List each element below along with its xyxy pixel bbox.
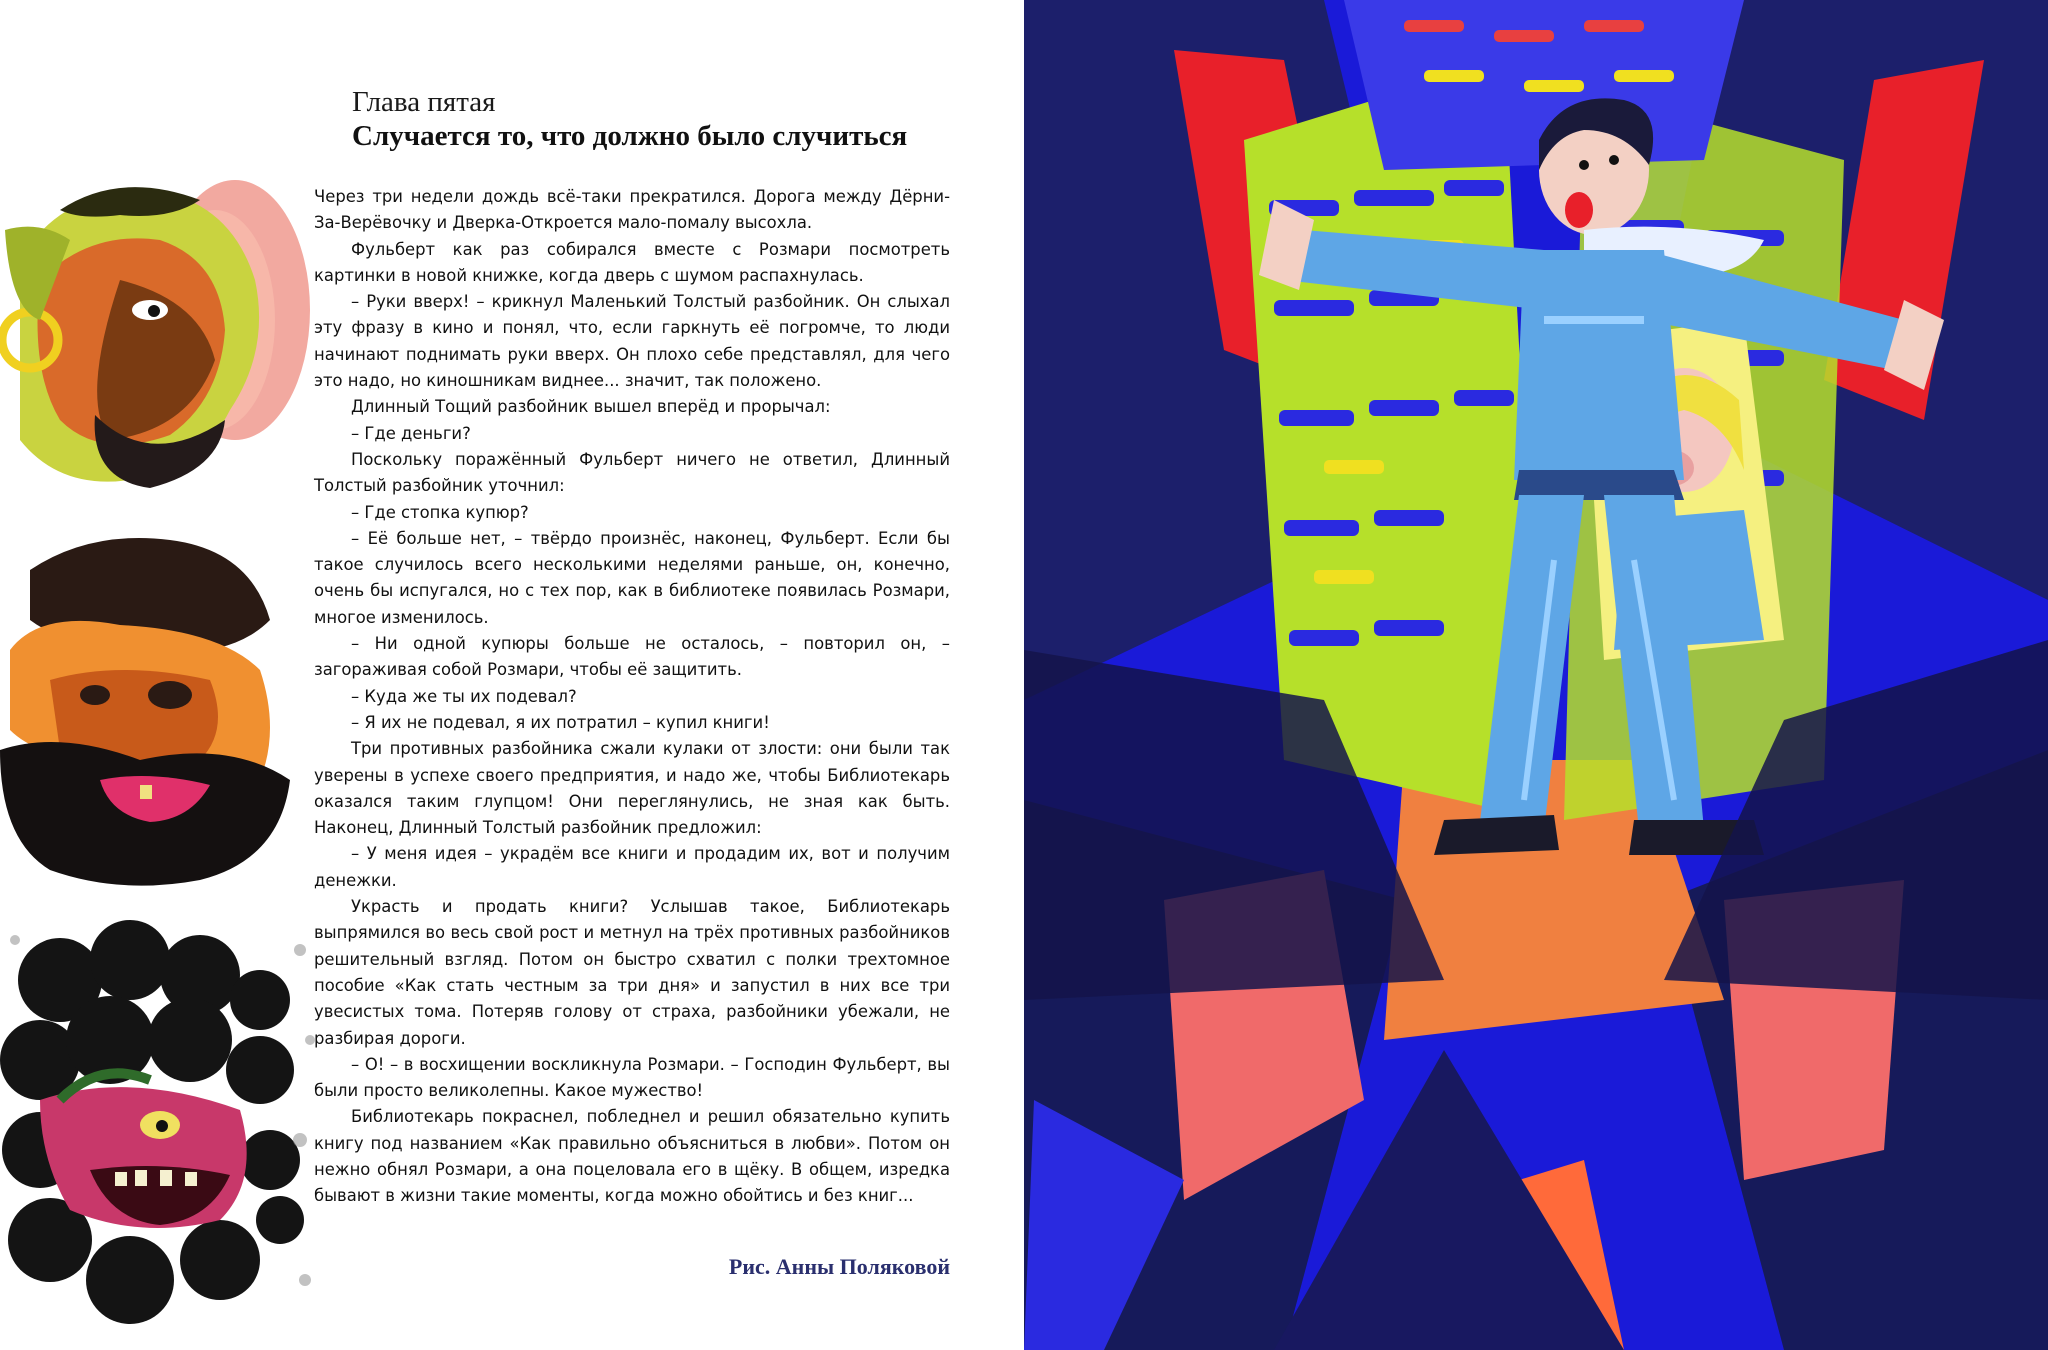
paragraph: Три противных разбойника сжали кулаки от злости: они были так уверены в успехе своего предприятия, и надо же, чтобы Библиотекарь оказался таким глупцом! Они переглянулись, не зная как быть. Наконец, Длинный Толстый разбойник предложил: bbox=[314, 739, 950, 838]
paragraph: – О! – в восхищении воскликнула Розмари. – Господин Фульберт, вы были просто великолепны. Какое мужество! bbox=[314, 1054, 950, 1101]
illustrator-credit: Рис. Анны Поляковой bbox=[728, 1254, 950, 1279]
librarian-illustration bbox=[1024, 0, 2048, 1350]
paragraph: Библиотекарь покраснел, побледнел и решил обязательно купить книгу под названием «Как правильно объясниться в любви». Потом он нежно обнял Розмари, а она поцеловала его в щёку. В общем, изредка бывают в жизни такие моменты, когда можно обойтись и без книг... bbox=[314, 1107, 950, 1206]
paragraph: – Я их не подевал, я их потратил – купил книги! bbox=[351, 712, 770, 732]
paragraph: Фульберт как раз собирался вместе с Розмари посмотреть картинки в новой книжке, когда дверь с шумом распахнулась. bbox=[314, 239, 950, 285]
robber-portrait-3 bbox=[0, 920, 320, 1340]
paragraph: – Где деньги? bbox=[351, 423, 471, 443]
robber-portrait-2 bbox=[0, 530, 300, 890]
paragraph: – У меня идея – украдём все книги и продадим их, вот и получим денежки. bbox=[314, 844, 950, 890]
paragraph: Украсть и продать книги? Услышав такое, Библиотекарь выпрямился во весь свой рост и метнул на трёх противных разбойников решительный взгляд. Потом он быстро схватил с полки трехтомное пособие «Как стать честным за три дня» и запустил в них все три увесистых тома. Потеряв голову от страха, разбойники убежали, не разбирая дороги. bbox=[314, 897, 950, 1048]
paragraph: Длинный Тощий разбойник вышел вперёд и прорычал: bbox=[351, 397, 831, 417]
paragraph: – Куда же ты их подевал? bbox=[351, 686, 577, 706]
chapter-body bbox=[314, 184, 950, 1210]
paragraph: – Ни одной купюры больше не осталось, – повторил он, – загораживая собой Розмари, чтобы её защитить. bbox=[314, 634, 950, 680]
paragraph: – Руки вверх! – крикнул Маленький Толстый разбойник. Он слыхал эту фразу в кино и понял, что, если гаркнуть её погромче, то люди начинают поднимать руки вверх. Он плохо себе представлял, для чего это надо, но киношникам виднее... значит, так положено. bbox=[314, 292, 950, 391]
chapter-title: Случается то, что должно было случиться bbox=[352, 120, 908, 152]
chapter-label: Глава пятая bbox=[352, 86, 496, 118]
paragraph: – Где стопка купюр? bbox=[351, 502, 529, 522]
paragraph: – Её больше нет, – твёрдо произнёс, наконец, Фульберт. Если бы такое случилось всего несколькими неделями раньше, он, конечно, очень бы испугался, но с тех пор, как в библиотеке появилась Розмари, многое изменилось. bbox=[314, 528, 950, 627]
robber-portrait-1 bbox=[0, 170, 310, 510]
paragraph: Поскольку поражённый Фульберт ничего не ответил, Длинный Толстый разбойник уточнил: bbox=[314, 449, 950, 496]
paragraph: Через три недели дождь всё-таки прекратился. Дорога между Дёрни-За-Верёвочку и Дверка-Откроется мало-помалу высохла. bbox=[314, 187, 950, 233]
right-page bbox=[1024, 0, 2048, 1350]
